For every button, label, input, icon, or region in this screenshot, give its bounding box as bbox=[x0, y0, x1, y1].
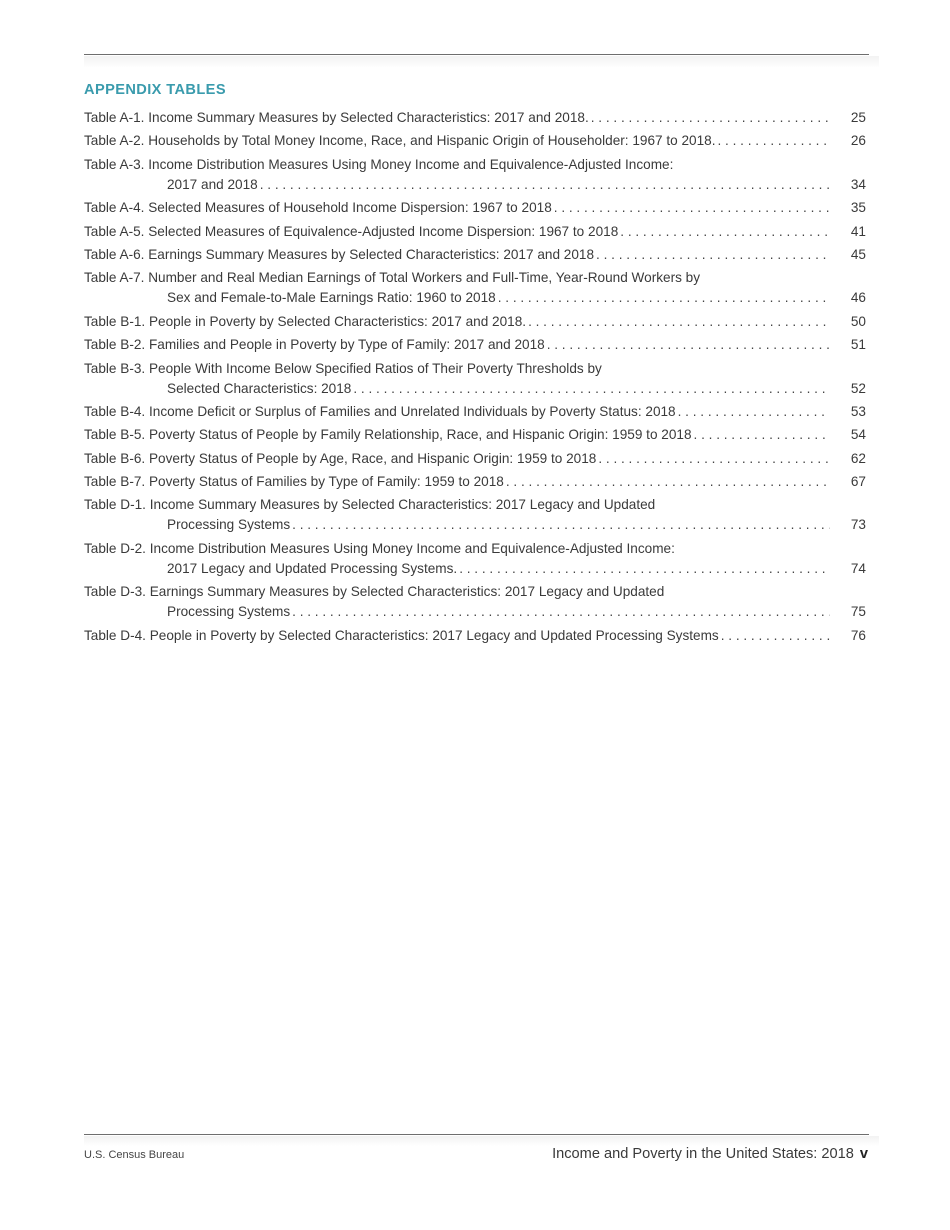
section-heading: APPENDIX TABLES bbox=[84, 82, 226, 98]
toc-entry[interactable] bbox=[84, 131, 866, 151]
toc-entry-text: Processing Systems bbox=[167, 604, 291, 620]
footer-title: Income and Poverty in the United States: 2018 bbox=[552, 1146, 854, 1162]
dot-leader bbox=[717, 131, 830, 151]
toc-entry-text: Selected Characteristics: 2018 bbox=[167, 380, 352, 396]
toc-entry-final-line bbox=[84, 245, 866, 265]
toc-entry[interactable] bbox=[84, 402, 866, 422]
dot-leader bbox=[596, 245, 830, 265]
toc-entry[interactable] bbox=[84, 359, 866, 399]
toc-entry-final-line bbox=[84, 312, 866, 332]
toc-entry[interactable] bbox=[84, 425, 866, 445]
toc-page-number: 41 bbox=[850, 223, 866, 239]
toc-entry-text: Table A-4. Selected Measures of Household Income Dispersion: 1967 to 2018 bbox=[84, 200, 552, 216]
toc-entry-text: Table B-6. Poverty Status of People by Age, Race, and Hispanic Origin: 1959 to 2018 bbox=[84, 450, 597, 466]
toc-entry[interactable] bbox=[84, 222, 866, 242]
toc-entry-text: Table A-5. Selected Measures of Equivalence-Adjusted Income Dispersion: 1967 to 2018 bbox=[84, 223, 619, 239]
dot-leader bbox=[694, 425, 830, 445]
toc-entry-final-line bbox=[84, 335, 866, 355]
toc-entry-final-line bbox=[84, 288, 866, 308]
dot-leader bbox=[591, 108, 830, 128]
toc-page-number: 73 bbox=[850, 517, 866, 533]
dot-leader bbox=[353, 379, 830, 399]
dot-leader bbox=[292, 515, 830, 535]
toc-entry-final-line bbox=[84, 472, 866, 492]
toc-entry-text: Sex and Female-to-Male Earnings Ratio: 1960 to 2018 bbox=[167, 290, 496, 306]
toc-entry-final-line bbox=[84, 515, 866, 535]
toc-entry[interactable] bbox=[84, 626, 866, 646]
toc-entry[interactable] bbox=[84, 472, 866, 492]
toc-entry-line bbox=[84, 539, 866, 559]
toc-entry-text: Table A-1. Income Summary Measures by Selected Characteristics: 2017 and 2018. bbox=[84, 110, 589, 125]
toc-entry[interactable] bbox=[84, 335, 866, 355]
toc-entry-text: Table B-4. Income Deficit or Surplus of Families and Unrelated Individuals by Poverty Status: 2018 bbox=[84, 403, 676, 419]
toc-entry[interactable] bbox=[84, 495, 866, 535]
toc-page-number: 35 bbox=[850, 200, 866, 216]
toc-page-number: 46 bbox=[850, 290, 866, 306]
toc-page-number: 54 bbox=[850, 427, 866, 443]
dot-leader bbox=[292, 602, 830, 622]
toc-entry-line bbox=[84, 268, 866, 288]
toc-page-number: 74 bbox=[850, 560, 866, 576]
toc-entry[interactable] bbox=[84, 198, 866, 218]
toc-entry-text: Table D-1. Income Summary Measures by Selected Characteristics: 2017 Legacy and Updated bbox=[84, 497, 656, 513]
toc-page-number: 67 bbox=[850, 474, 866, 490]
toc-entry-line bbox=[84, 155, 866, 175]
toc-entry-final-line bbox=[84, 108, 866, 128]
dot-leader bbox=[554, 198, 830, 218]
dot-leader bbox=[459, 559, 830, 579]
dot-leader bbox=[547, 335, 830, 355]
dot-leader bbox=[260, 175, 830, 195]
toc-page-number: 34 bbox=[850, 176, 866, 192]
toc-page-number: 76 bbox=[850, 627, 866, 643]
toc-entry-text: Table D-2. Income Distribution Measures Using Money Income and Equivalence-Adjusted Income: bbox=[84, 540, 675, 556]
toc-entry-final-line bbox=[84, 131, 866, 151]
toc-page-number: 53 bbox=[850, 403, 866, 419]
toc-page-number: 52 bbox=[850, 380, 866, 396]
table-of-contents bbox=[84, 108, 866, 649]
toc-entry-text: Table A-6. Earnings Summary Measures by Selected Characteristics: 2017 and 2018 bbox=[84, 246, 595, 262]
dot-leader bbox=[678, 402, 830, 422]
toc-entry-text: Table A-7. Number and Real Median Earnings of Total Workers and Full-Time, Year-Round Workers by bbox=[84, 270, 701, 286]
dot-leader bbox=[721, 626, 830, 646]
toc-entry-line bbox=[84, 582, 866, 602]
bottom-shadow bbox=[84, 1136, 879, 1146]
toc-entry-line bbox=[84, 359, 866, 379]
toc-entry-final-line bbox=[84, 425, 866, 445]
top-rule bbox=[84, 54, 869, 55]
toc-entry-text: 2017 Legacy and Updated Processing Systems. bbox=[167, 560, 458, 576]
toc-entry[interactable] bbox=[84, 155, 866, 195]
toc-entry[interactable] bbox=[84, 449, 866, 469]
toc-entry-text: 2017 and 2018 bbox=[167, 176, 258, 192]
toc-entry-text: Table B-7. Poverty Status of Families by Type of Family: 1959 to 2018 bbox=[84, 474, 504, 490]
dot-leader bbox=[620, 222, 830, 242]
toc-entry-final-line bbox=[84, 449, 866, 469]
bottom-rule bbox=[84, 1134, 869, 1135]
toc-entry-final-line bbox=[84, 222, 866, 242]
toc-entry[interactable] bbox=[84, 539, 866, 579]
toc-entry-final-line bbox=[84, 402, 866, 422]
dot-leader bbox=[598, 449, 830, 469]
toc-entry-text: Table D-4. People in Poverty by Selected Characteristics: 2017 Legacy and Updated Processing Systems bbox=[84, 627, 719, 643]
toc-entry-text: Processing Systems bbox=[167, 517, 291, 533]
toc-entry-final-line bbox=[84, 198, 866, 218]
toc-page-number: 75 bbox=[850, 604, 866, 620]
toc-entry[interactable] bbox=[84, 245, 866, 265]
top-shadow bbox=[84, 56, 879, 68]
toc-page-number: 25 bbox=[850, 110, 866, 125]
toc-page-number: 26 bbox=[850, 133, 866, 149]
toc-page-number: 45 bbox=[850, 246, 866, 262]
toc-entry-text: Table A-2. Households by Total Money Income, Race, and Hispanic Origin of Householder: 1967 to 2018. bbox=[84, 133, 716, 149]
toc-page-number: 51 bbox=[850, 337, 866, 353]
toc-entry[interactable] bbox=[84, 108, 866, 128]
toc-entry-text: Table B-5. Poverty Status of People by Family Relationship, Race, and Hispanic Origin: 1959 to 2018 bbox=[84, 427, 692, 443]
toc-entry[interactable] bbox=[84, 312, 866, 332]
dot-leader bbox=[498, 288, 830, 308]
toc-page-number: 50 bbox=[850, 313, 866, 329]
toc-entry-text: Table A-3. Income Distribution Measures Using Money Income and Equivalence-Adjusted Income: bbox=[84, 156, 674, 172]
toc-page-number: 62 bbox=[850, 450, 866, 466]
toc-entry-text: Table B-3. People With Income Below Specified Ratios of Their Poverty Thresholds by bbox=[84, 360, 602, 376]
toc-entry-text: Table B-1. People in Poverty by Selected Characteristics: 2017 and 2018. bbox=[84, 313, 527, 329]
footer-page-number: v bbox=[859, 1146, 868, 1162]
toc-entry-final-line bbox=[84, 379, 866, 399]
toc-entry-final-line bbox=[84, 626, 866, 646]
toc-entry-final-line bbox=[84, 175, 866, 195]
toc-entry-text: Table D-3. Earnings Summary Measures by Selected Characteristics: 2017 Legacy and Updated bbox=[84, 584, 665, 600]
toc-entry[interactable] bbox=[84, 268, 866, 308]
footer-publisher: U.S. Census Bureau bbox=[84, 1149, 185, 1161]
footer-title-block bbox=[552, 1146, 868, 1162]
toc-entry-line bbox=[84, 495, 866, 515]
dot-leader bbox=[506, 472, 830, 492]
toc-entry-final-line bbox=[84, 602, 866, 622]
toc-entry-final-line bbox=[84, 559, 866, 579]
toc-entry[interactable] bbox=[84, 582, 866, 622]
toc-entry-text: Table B-2. Families and People in Poverty by Type of Family: 2017 and 2018 bbox=[84, 337, 545, 353]
dot-leader bbox=[528, 312, 830, 332]
